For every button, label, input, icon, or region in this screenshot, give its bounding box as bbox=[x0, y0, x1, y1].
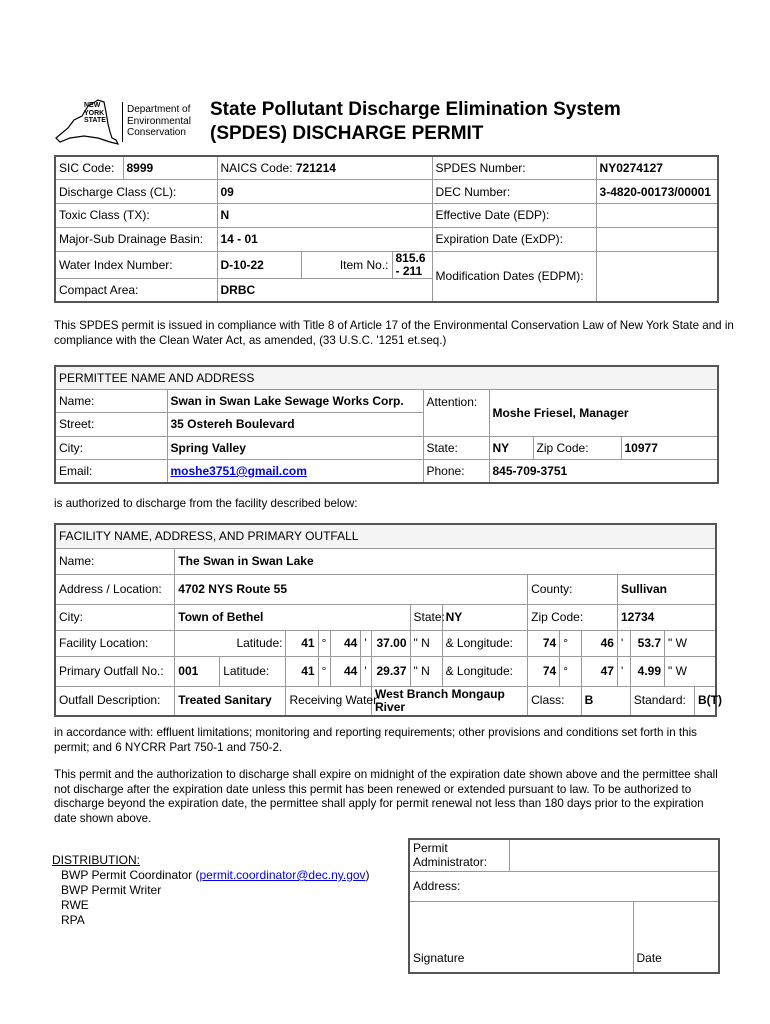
coordinator-email-link[interactable]: permit.coordinator@dec.ny.gov bbox=[199, 868, 366, 882]
facility-state-label: State: bbox=[410, 604, 442, 630]
distribution-item-coordinator: BWP Permit Coordinator (permit.coordinator@dec.ny.gov) bbox=[61, 868, 370, 882]
sic-code-value: 8999 bbox=[123, 156, 217, 180]
permit-administrator-label: Permit Administrator: bbox=[409, 839, 509, 871]
facility-address-label: Address / Location: bbox=[55, 574, 175, 604]
drainage-basin-value: 14 - 01 bbox=[217, 227, 432, 251]
outfall-lon-degrees: 74 bbox=[528, 656, 560, 686]
outfall-lon-minutes: 47 bbox=[581, 656, 617, 686]
compact-area-label: Compact Area: bbox=[55, 278, 217, 302]
facility-state-value: NY bbox=[442, 604, 528, 630]
outfall-description-label: Outfall Description: bbox=[55, 686, 175, 716]
water-index-value: D-10-22 bbox=[217, 251, 301, 278]
distribution-list bbox=[52, 853, 370, 928]
compact-area-value: DRBC bbox=[217, 278, 432, 302]
toxic-class-label: Toxic Class (TX): bbox=[55, 204, 217, 228]
facility-lat-seconds: 37.00 bbox=[372, 630, 411, 656]
outfall-lon-direction: " W bbox=[665, 656, 716, 686]
standard-value: B(T) bbox=[694, 686, 716, 716]
degree-symbol: ° bbox=[318, 630, 331, 656]
facility-address-value: 4702 NYS Route 55 bbox=[175, 574, 528, 604]
discharge-class-value: 09 bbox=[217, 180, 432, 204]
facility-name-label: Name: bbox=[55, 548, 175, 574]
outfall-lon-seconds: 4.99 bbox=[630, 656, 664, 686]
facility-county-label: County: bbox=[528, 574, 618, 604]
outfall-number-value: 001 bbox=[175, 656, 220, 686]
facility-latitude-label: Latitude: bbox=[175, 630, 286, 656]
permit-administrator-field[interactable] bbox=[509, 839, 719, 871]
logo-state-text: NEW YORK STATE bbox=[84, 102, 106, 124]
page-title: State Pollutant Discharge Elimination System (SPDES) DISCHARGE PERMIT bbox=[210, 99, 621, 144]
facility-name-value: The Swan in Swan Lake bbox=[175, 548, 716, 574]
signature-label: Signature bbox=[409, 943, 633, 973]
outfall-lat-direction: " N bbox=[410, 656, 442, 686]
outfall-lat-degrees: 41 bbox=[286, 656, 318, 686]
naics-code-value: 721214 bbox=[295, 161, 336, 176]
outfall-longitude-label: & Longitude: bbox=[442, 656, 528, 686]
signature-block bbox=[408, 838, 720, 974]
permit-info-table bbox=[54, 155, 719, 303]
distribution-item: BWP Permit Writer bbox=[61, 883, 162, 897]
receiving-water-value: West Branch Mongaup River bbox=[372, 686, 528, 716]
permittee-name-label: Name: bbox=[55, 389, 167, 412]
item-no-label: Item No.: bbox=[301, 251, 392, 278]
permittee-state-value: NY bbox=[489, 436, 533, 459]
spdes-number-label: SPDES Number: bbox=[432, 156, 596, 180]
attention-label: Attention: bbox=[423, 389, 489, 436]
compliance-statement: This SPDES permit is issued in compliance with Title 8 of Article 17 of the Environmental Conservation Law of New York State and in compliance with the Clean Water Act, as amended, (33 U.S.C. '1251 et.seq.) bbox=[54, 319, 734, 347]
outfall-latitude-label: Latitude: bbox=[220, 656, 286, 686]
naics-code-cell: NAICS Code: 721214 bbox=[217, 156, 432, 180]
degree-symbol: ° bbox=[560, 630, 581, 656]
date-label: Date bbox=[633, 943, 719, 973]
class-label: Class: bbox=[528, 686, 581, 716]
degree-symbol: ° bbox=[318, 656, 331, 686]
permittee-zip-label: Zip Code: bbox=[533, 436, 621, 459]
facility-lat-direction: " N bbox=[410, 630, 442, 656]
facility-city-label: City: bbox=[55, 604, 175, 630]
signature-field[interactable] bbox=[409, 901, 633, 943]
nys-dec-logo bbox=[54, 98, 204, 148]
facility-location-label: Facility Location: bbox=[55, 630, 175, 656]
address-label: Address: bbox=[409, 871, 719, 901]
facility-lat-minutes: 44 bbox=[331, 630, 361, 656]
spdes-number-value: NY0274127 bbox=[596, 156, 718, 180]
standard-label: Standard: bbox=[630, 686, 694, 716]
item-no-value: 815.6 - 211 bbox=[392, 251, 432, 278]
permittee-phone-label: Phone: bbox=[423, 460, 489, 483]
facility-lon-seconds: 53.7 bbox=[630, 630, 664, 656]
expiration-date-label: Expiration Date (ExDP): bbox=[432, 227, 596, 251]
facility-longitude-label: & Longitude: bbox=[442, 630, 528, 656]
facility-city-value: Town of Bethel bbox=[175, 604, 410, 630]
facility-table bbox=[54, 523, 722, 717]
permittee-street-label: Street: bbox=[55, 413, 167, 436]
logo-divider bbox=[122, 102, 123, 142]
permittee-city-value: Spring Valley bbox=[167, 436, 423, 459]
attention-value: Moshe Friesel, Manager bbox=[489, 389, 718, 436]
expiration-statement: This permit and the authorization to discharge shall expire on midnight of the expiration date shown above and the permittee shall not discharge after the expiration date unless this permit has been renewed or extended pursuant to law. To be authorized to discharge beyond the expiration date, the permittee shall apply for permit renewal not less than 180 days prior to the expiration date shown above. bbox=[54, 768, 718, 825]
permittee-email-label: Email: bbox=[55, 460, 167, 483]
permittee-table bbox=[54, 365, 719, 484]
distribution-item: RWE bbox=[61, 898, 89, 912]
expiration-date-value bbox=[596, 227, 718, 251]
facility-lon-direction: " W bbox=[665, 630, 716, 656]
permittee-phone-value: 845-709-3751 bbox=[489, 460, 718, 483]
distribution-header: DISTRIBUTION: bbox=[52, 853, 141, 867]
toxic-class-value: N bbox=[217, 204, 432, 228]
effective-date-label: Effective Date (EDP): bbox=[432, 204, 596, 228]
facility-lat-degrees: 41 bbox=[286, 630, 318, 656]
sic-code-label: SIC Code: bbox=[55, 156, 123, 180]
accordance-statement: in accordance with: effluent limitations; monitoring and reporting requirements; other provisions and conditions set forth in this permit; and 6 NYCRR Part 750-1 and 750-2. bbox=[54, 726, 697, 754]
minute-symbol: ' bbox=[617, 630, 630, 656]
dec-number-value: 3-4820-00173/00001 bbox=[596, 180, 718, 204]
facility-lon-minutes: 46 bbox=[581, 630, 617, 656]
drainage-basin-label: Major-Sub Drainage Basin: bbox=[55, 227, 217, 251]
permittee-zip-value: 10977 bbox=[621, 436, 718, 459]
logo-department-text: Department of Environmental Conservation bbox=[127, 104, 191, 138]
facility-zip-label: Zip Code: bbox=[528, 604, 618, 630]
outfall-description-value: Treated Sanitary bbox=[175, 686, 286, 716]
permittee-section-header: PERMITTEE NAME AND ADDRESS bbox=[55, 366, 718, 389]
permittee-state-label: State: bbox=[423, 436, 489, 459]
facility-county-value: Sullivan bbox=[617, 574, 716, 604]
dec-number-label: DEC Number: bbox=[432, 180, 596, 204]
class-value: B bbox=[581, 686, 630, 716]
distribution-item: RPA bbox=[61, 913, 85, 927]
degree-symbol: ° bbox=[560, 656, 581, 686]
modification-dates-value bbox=[596, 251, 718, 302]
date-field[interactable] bbox=[633, 901, 719, 943]
facility-section-header: FACILITY NAME, ADDRESS, AND PRIMARY OUTFALL bbox=[55, 524, 716, 548]
minute-symbol: ' bbox=[617, 656, 630, 686]
facility-lon-degrees: 74 bbox=[528, 630, 560, 656]
authorized-statement: is authorized to discharge from the facility described below: bbox=[54, 497, 358, 510]
outfall-lat-seconds: 29.37 bbox=[372, 656, 411, 686]
modification-dates-label: Modification Dates (EDPM): bbox=[432, 251, 596, 302]
permittee-city-label: City: bbox=[55, 436, 167, 459]
minute-symbol: ' bbox=[361, 656, 372, 686]
outfall-number-label: Primary Outfall No.: bbox=[55, 656, 175, 686]
effective-date-value bbox=[596, 204, 718, 228]
minute-symbol: ' bbox=[361, 630, 372, 656]
water-index-label: Water Index Number: bbox=[55, 251, 217, 278]
facility-zip-value: 12734 bbox=[617, 604, 716, 630]
outfall-lat-minutes: 44 bbox=[331, 656, 361, 686]
permittee-street-value: 35 Ostereh Boulevard bbox=[167, 413, 423, 436]
permittee-name-value: Swan in Swan Lake Sewage Works Corp. bbox=[167, 389, 423, 412]
receiving-water-label: Receiving Water: bbox=[286, 686, 372, 716]
permittee-email-link[interactable]: moshe3751@gmail.com bbox=[170, 464, 307, 478]
discharge-class-label: Discharge Class (CL): bbox=[55, 180, 217, 204]
